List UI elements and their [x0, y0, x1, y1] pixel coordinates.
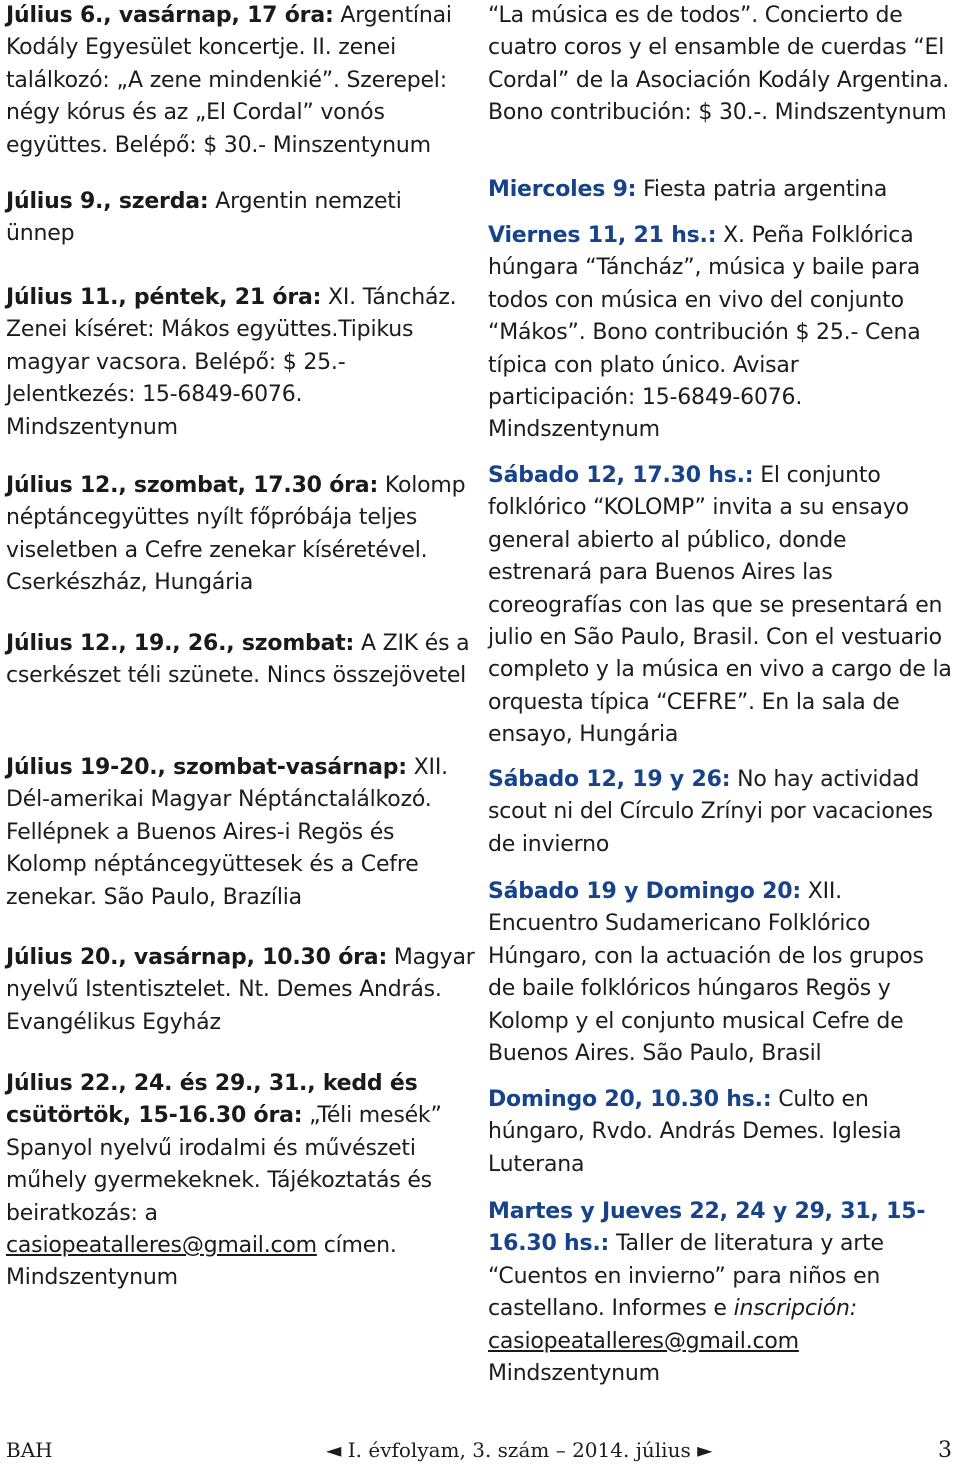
event-text-tail: címen. Mindszentynum [6, 1233, 397, 1291]
event-entry [488, 876, 956, 1070]
event-date: Július 6., vasárnap, 17 óra: [6, 3, 334, 28]
event-text: Fiesta patria argentina [636, 177, 888, 202]
event-text: XII. Dél-amerikai Magyar Néptánctalálkozó. Fellépnek a Buenos Aires-i Regös és Kolomp néptáncegyüttesek és a Cefre zenekar. São Paulo, Brazília [6, 755, 448, 910]
email-link[interactable]: casiopeatalleres@gmail.com [488, 1328, 799, 1354]
event-text: XII. Encuentro Sudamericano Folklórico Húngaro, con la actuación de los grupos de baile folklóricos húngaros Regös y Kolomp y el conjunto musical Cefre de Buenos Aires. São Paulo, Brasil [488, 879, 924, 1067]
event-date: Domingo 20, 10.30 hs.: [488, 1087, 772, 1112]
event-entry [488, 1084, 956, 1181]
event-text: Argentínai Kodály Egyesület koncertje. II. zenei találkozó: „A zene mindenkié”. Szerepel: négy kórus és az „El Cordal” vonós együttes. Belépő: $ 30.- Minszentynum [6, 3, 452, 158]
event-entry [6, 282, 476, 444]
event-text: Taller de literatura y arte “Cuentos en invierno” para niños en castellano. Informes e [488, 1231, 884, 1322]
event-text: El conjunto folklórico “KOLOMP” invita a su ensayo general abierto al público, donde estrenará para Buenos Aires las coreografías con las que se presentará en julio en São Paulo, Brasil. Con el vestuario completo y la música en vivo a cargo de la orquesta típica “CEFRE”. En la sala de ensayo, Hungária [488, 463, 952, 748]
event-text-tail: Mindszentynum [488, 1361, 660, 1387]
event-date: Sábado 19 y Domingo 20: [488, 879, 801, 904]
event-entry [488, 174, 956, 206]
event-entry [6, 470, 476, 600]
event-entry [488, 220, 946, 447]
event-text: Magyar nyelvű Istentisztelet. Nt. Demes András. Evangélikus Egyház [6, 945, 475, 1035]
event-date: Július 12., 19., 26., szombat: [6, 631, 355, 656]
event-date: Július 19-20., szombat-vasárnap: [6, 755, 407, 780]
event-text: Argentin nemzeti ünnep [6, 189, 402, 247]
event-entry [488, 460, 956, 752]
event-entry [488, 764, 956, 861]
event-date: Július 11., péntek, 21 óra: [6, 285, 322, 310]
event-entry [6, 628, 476, 693]
event-text: „Téli mesék” Spanyol nyelvű irodalmi és művészeti műhely gyermekeknek. Tájékoztatás és beiratkozás: a [6, 1103, 442, 1226]
event-entry [6, 186, 426, 251]
event-entry [488, 1196, 928, 1390]
event-text: Culto en húngaro, Rvdo. András Demes. Iglesia Luterana [488, 1087, 902, 1177]
event-date: Miercoles 9: [488, 177, 637, 202]
issue-info: ◄ I. évfolyam, 3. szám – 2014. július ► [326, 1438, 713, 1462]
event-date: Sábado 12, 19 y 26: [488, 767, 731, 792]
event-entry [488, 0, 956, 130]
event-entry [6, 0, 476, 162]
event-date: Viernes 11, 21 hs.: [488, 223, 717, 248]
event-text: Kolomp néptáncegyüttes nyílt főpróbája teljes viseletben a Cefre zenekar kíséretével. Cserkészház, Hungária [6, 473, 466, 596]
event-text: X. Peña Folklórica húngara “Táncház”, música y baile para todos con música en vivo del conjunto “Mákos”. Bono contribución $ 25.- Cena típica con plato único. Avisar participación: 15-6849-6076. Mindszentynum [488, 223, 921, 443]
page-number: 3 [938, 1438, 952, 1463]
event-entry [6, 942, 476, 1039]
event-date: Sábado 12, 17.30 hs.: [488, 463, 754, 488]
page-footer [0, 1436, 960, 1464]
event-date: Július 9., szerda: [6, 189, 209, 214]
publication-abbrev: BAH [6, 1438, 53, 1462]
event-text: A ZIK és a cserkészet téli szünete. Nincs összejövetel [6, 631, 470, 689]
event-text: XI. Táncház. Zenei kíséret: Mákos együttes.Tipikus magyar vacsora. Belépő: $ 25.- Jelentkezés: 15-6849-6076. Mindszentynum [6, 285, 457, 440]
event-date: Martes y Jueves 22, 24 y 29, 31, 15-16.30 hs.: [488, 1199, 926, 1257]
event-text: No hay actividad scout ni del Círculo Zrínyi por vacaciones de invierno [488, 767, 933, 857]
event-text: “La música es de todos”. Concierto de cuatro coros y el ensamble de cuerdas “El Cordal” de la Asociación Kodály Argentina. Bono contribución: $ 30.-. Mindszentynum [488, 3, 950, 126]
event-entry [6, 752, 476, 914]
event-date: Július 12., szombat, 17.30 óra: [6, 473, 379, 498]
event-date: Július 20., vasárnap, 10.30 óra: [6, 945, 388, 970]
event-text-italic: inscripción: [733, 1296, 857, 1322]
event-date: Július 22., 24. és 29., 31., kedd és csütörtök, 15-16.30 óra: [6, 1071, 418, 1129]
email-link[interactable]: casiopeatalleres@gmail.com [6, 1233, 317, 1259]
event-entry [6, 1068, 461, 1295]
